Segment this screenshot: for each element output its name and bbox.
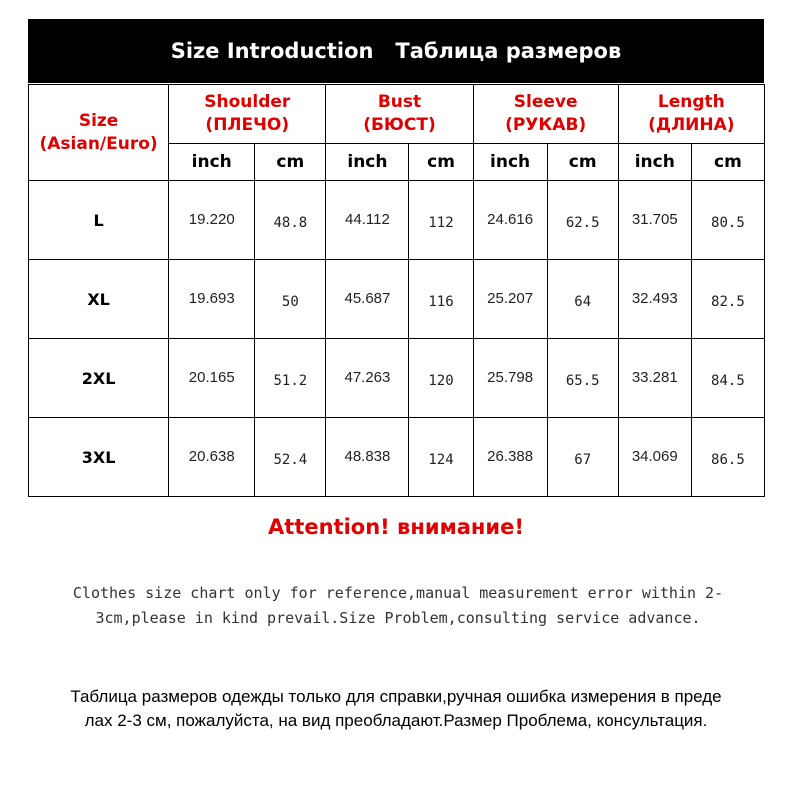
size-label: L bbox=[29, 181, 169, 260]
length-inch-unit: inch bbox=[618, 144, 691, 181]
shoulder-cm-cell: 51.2 bbox=[255, 339, 326, 418]
note-english bbox=[30, 581, 766, 631]
bust-cm-cell: 116 bbox=[409, 260, 473, 339]
note-english-line: 3cm,please in kind prevail.Size Problem,consulting service advance. bbox=[95, 609, 701, 627]
note-russian-line: лах 2-3 см, пожалуйста, на вид преобладают.Размер Проблема, консультация. bbox=[84, 711, 708, 730]
bust-inch-cell: 48.838 bbox=[326, 418, 409, 497]
shoulder-inch-cell: 20.638 bbox=[169, 418, 255, 497]
sleeve-cm-cell: 64 bbox=[547, 260, 618, 339]
table-row bbox=[29, 339, 765, 418]
shoulder-cm-cell: 50 bbox=[255, 260, 326, 339]
sleeve-inch-cell: 24.616 bbox=[473, 181, 547, 260]
attention-heading: Attention! внимание! bbox=[268, 515, 524, 539]
bust-cm-cell: 112 bbox=[409, 181, 473, 260]
length-cm-cell: 84.5 bbox=[691, 339, 764, 418]
sleeve-cm-cell: 62.5 bbox=[547, 181, 618, 260]
size-label: 2XL bbox=[29, 339, 169, 418]
shoulder-inch-unit: inch bbox=[169, 144, 255, 181]
shoulder-header: Shoulder (ПЛЕЧО) bbox=[169, 85, 326, 144]
size-chart-table bbox=[28, 84, 765, 497]
page-title: Size Introduction Таблица размеров bbox=[170, 39, 622, 63]
size-label: 3XL bbox=[29, 418, 169, 497]
note-russian-line: Таблица размеров одежды только для справки,ручная ошибка измерения в преде bbox=[70, 687, 722, 706]
length-cm-unit: cm bbox=[691, 144, 764, 181]
length-inch-cell: 33.281 bbox=[618, 339, 691, 418]
note-russian bbox=[28, 685, 764, 733]
length-inch-cell: 34.069 bbox=[618, 418, 691, 497]
bust-header: Bust (БЮСТ) bbox=[326, 85, 473, 144]
length-cm-cell: 82.5 bbox=[691, 260, 764, 339]
table-row bbox=[29, 260, 765, 339]
table-row bbox=[29, 181, 765, 260]
sleeve-inch-cell: 26.388 bbox=[473, 418, 547, 497]
shoulder-cm-unit: cm bbox=[255, 144, 326, 181]
length-header: Length (ДЛИНА) bbox=[618, 85, 764, 144]
length-inch-cell: 32.493 bbox=[618, 260, 691, 339]
shoulder-cm-cell: 48.8 bbox=[255, 181, 326, 260]
bust-inch-cell: 45.687 bbox=[326, 260, 409, 339]
bust-cm-cell: 120 bbox=[409, 339, 473, 418]
title-bar bbox=[28, 19, 764, 83]
sleeve-cm-cell: 67 bbox=[547, 418, 618, 497]
shoulder-cm-cell: 52.4 bbox=[255, 418, 326, 497]
bust-inch-cell: 44.112 bbox=[326, 181, 409, 260]
sleeve-cm-unit: cm bbox=[547, 144, 618, 181]
size-label: XL bbox=[29, 260, 169, 339]
note-english-line: Clothes size chart only for reference,manual measurement error within 2- bbox=[72, 584, 724, 602]
table-row bbox=[29, 418, 765, 497]
length-inch-cell: 31.705 bbox=[618, 181, 691, 260]
sleeve-inch-cell: 25.798 bbox=[473, 339, 547, 418]
sleeve-inch-unit: inch bbox=[473, 144, 547, 181]
bust-inch-unit: inch bbox=[326, 144, 409, 181]
shoulder-inch-cell: 19.220 bbox=[169, 181, 255, 260]
size-header: Size (Asian/Euro) bbox=[29, 85, 169, 181]
shoulder-inch-cell: 19.693 bbox=[169, 260, 255, 339]
bust-inch-cell: 47.263 bbox=[326, 339, 409, 418]
length-cm-cell: 80.5 bbox=[691, 181, 764, 260]
bust-cm-cell: 124 bbox=[409, 418, 473, 497]
length-cm-cell: 86.5 bbox=[691, 418, 764, 497]
bust-cm-unit: cm bbox=[409, 144, 473, 181]
shoulder-inch-cell: 20.165 bbox=[169, 339, 255, 418]
sleeve-cm-cell: 65.5 bbox=[547, 339, 618, 418]
sleeve-inch-cell: 25.207 bbox=[473, 260, 547, 339]
sleeve-header: Sleeve (РУКАВ) bbox=[473, 85, 618, 144]
